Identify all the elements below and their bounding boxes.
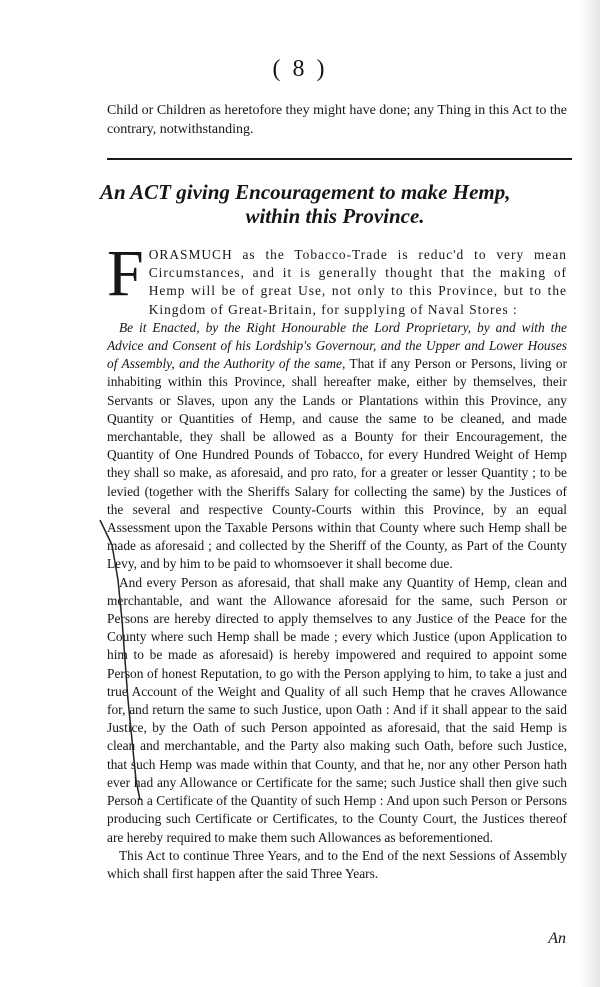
- act-title-line-2: within this Province.: [245, 204, 425, 228]
- enacting-paragraph: [107, 319, 567, 574]
- catchword: An: [548, 930, 566, 947]
- act-title-line-1: An ACT giving Encouragement to make Hemp,: [100, 180, 511, 204]
- enacting-text: That if any Person or Persons, living or inhabiting within this Province, shall hereafter make, either by themselves, their Servants or Slaves, upon any the Lands or Plantations within this Province, any Quantity or Quantities of Hemp, and cause the same to be cleaned, and made merchantable, they shall be allowed as a Bounty for their Encouragement, the Quantity of One Hundred Pounds of Tobacco, for every Hundred Weight of Hemp they shall so make, as aforesaid, and pro rato, for a greater or lesser Quantity ; to be levied (together with the Sheriffs Salary for collecting the same) by the Justices of the several and respective County-Courts within this Province, by an equal Assessment upon the Taxable Persons within that County where such Hemp shall be made as aforesaid ; and collected by the Sheriff of the County, as Part of the County Levy, and by him to be paid to whomsoever it shall become due.: [107, 356, 567, 572]
- act-title: [100, 180, 570, 228]
- paragraph-justice-certificate: And every Person as aforesaid, that shall make any Quantity of Hemp, clean and merchantable, and want the Allowance aforesaid for the same, such Person or Persons are hereby directed to apply themselves to any Justice of the Peace for the County where such Hemp shall be made ; every which Justice (upon Application to him to be made as aforesaid) is hereby impowered and required to appoint some Person of honest Reputation, to go with the Person applying to him, to take a just and true Account of the Weight and Quality of all such Hemp that he craves Allowance for, and return the same to such Justice, upon Oath : And if it shall appear to the said Justice, by the Oath of such Person appointed as aforesaid, that the said Hemp is clean and merchantable, and the Party also making such Oath, before such Justice, that such Hemp was made within that County, and that he, nor any other Person hath ever had any Allowance or Certificate for the same; such Justice shall then give such Person a Certificate of the Quantity of such Hemp : And upon such Person or Persons producing such Certificate or Certificates, to the County Court, the Justices thereof are hereby required to make them such Allowances as beforementioned.: [107, 574, 567, 845]
- preamble-paragraph: [107, 237, 567, 319]
- enacting-clause: Be it Enacted, by the Right Honourable the Lord Proprietary, by and with the Advice and Consent of his Lordship's Governour, and the Upper and Lower Houses of Assembly, and the Authority of the same,: [107, 319, 567, 372]
- paragraph-duration: This Act to continue Three Years, and to the End of the next Sessions of Assembly which shall first happen after the said Three Years.: [107, 847, 567, 881]
- act-body: [107, 237, 567, 883]
- preamble-text: ORASMUCH as the Tobacco-Trade is reduc'd to very mean Circumstances, and it is generally thought that the making of Hemp will be of great Use, not only to this Province, but to the Kingdom of Great-Britain, for supplying of Naval Stores :: [148, 247, 567, 317]
- page-edge-shadow: [580, 0, 600, 987]
- drop-cap: F: [107, 237, 144, 310]
- page-number: ( 8 ): [272, 56, 328, 82]
- carryover-paragraph: [107, 101, 567, 139]
- section-divider: [107, 158, 572, 160]
- carryover-text: Child or Children as heretofore they might have done; any Thing in this Act to the contrary, notwithstanding.: [107, 103, 567, 137]
